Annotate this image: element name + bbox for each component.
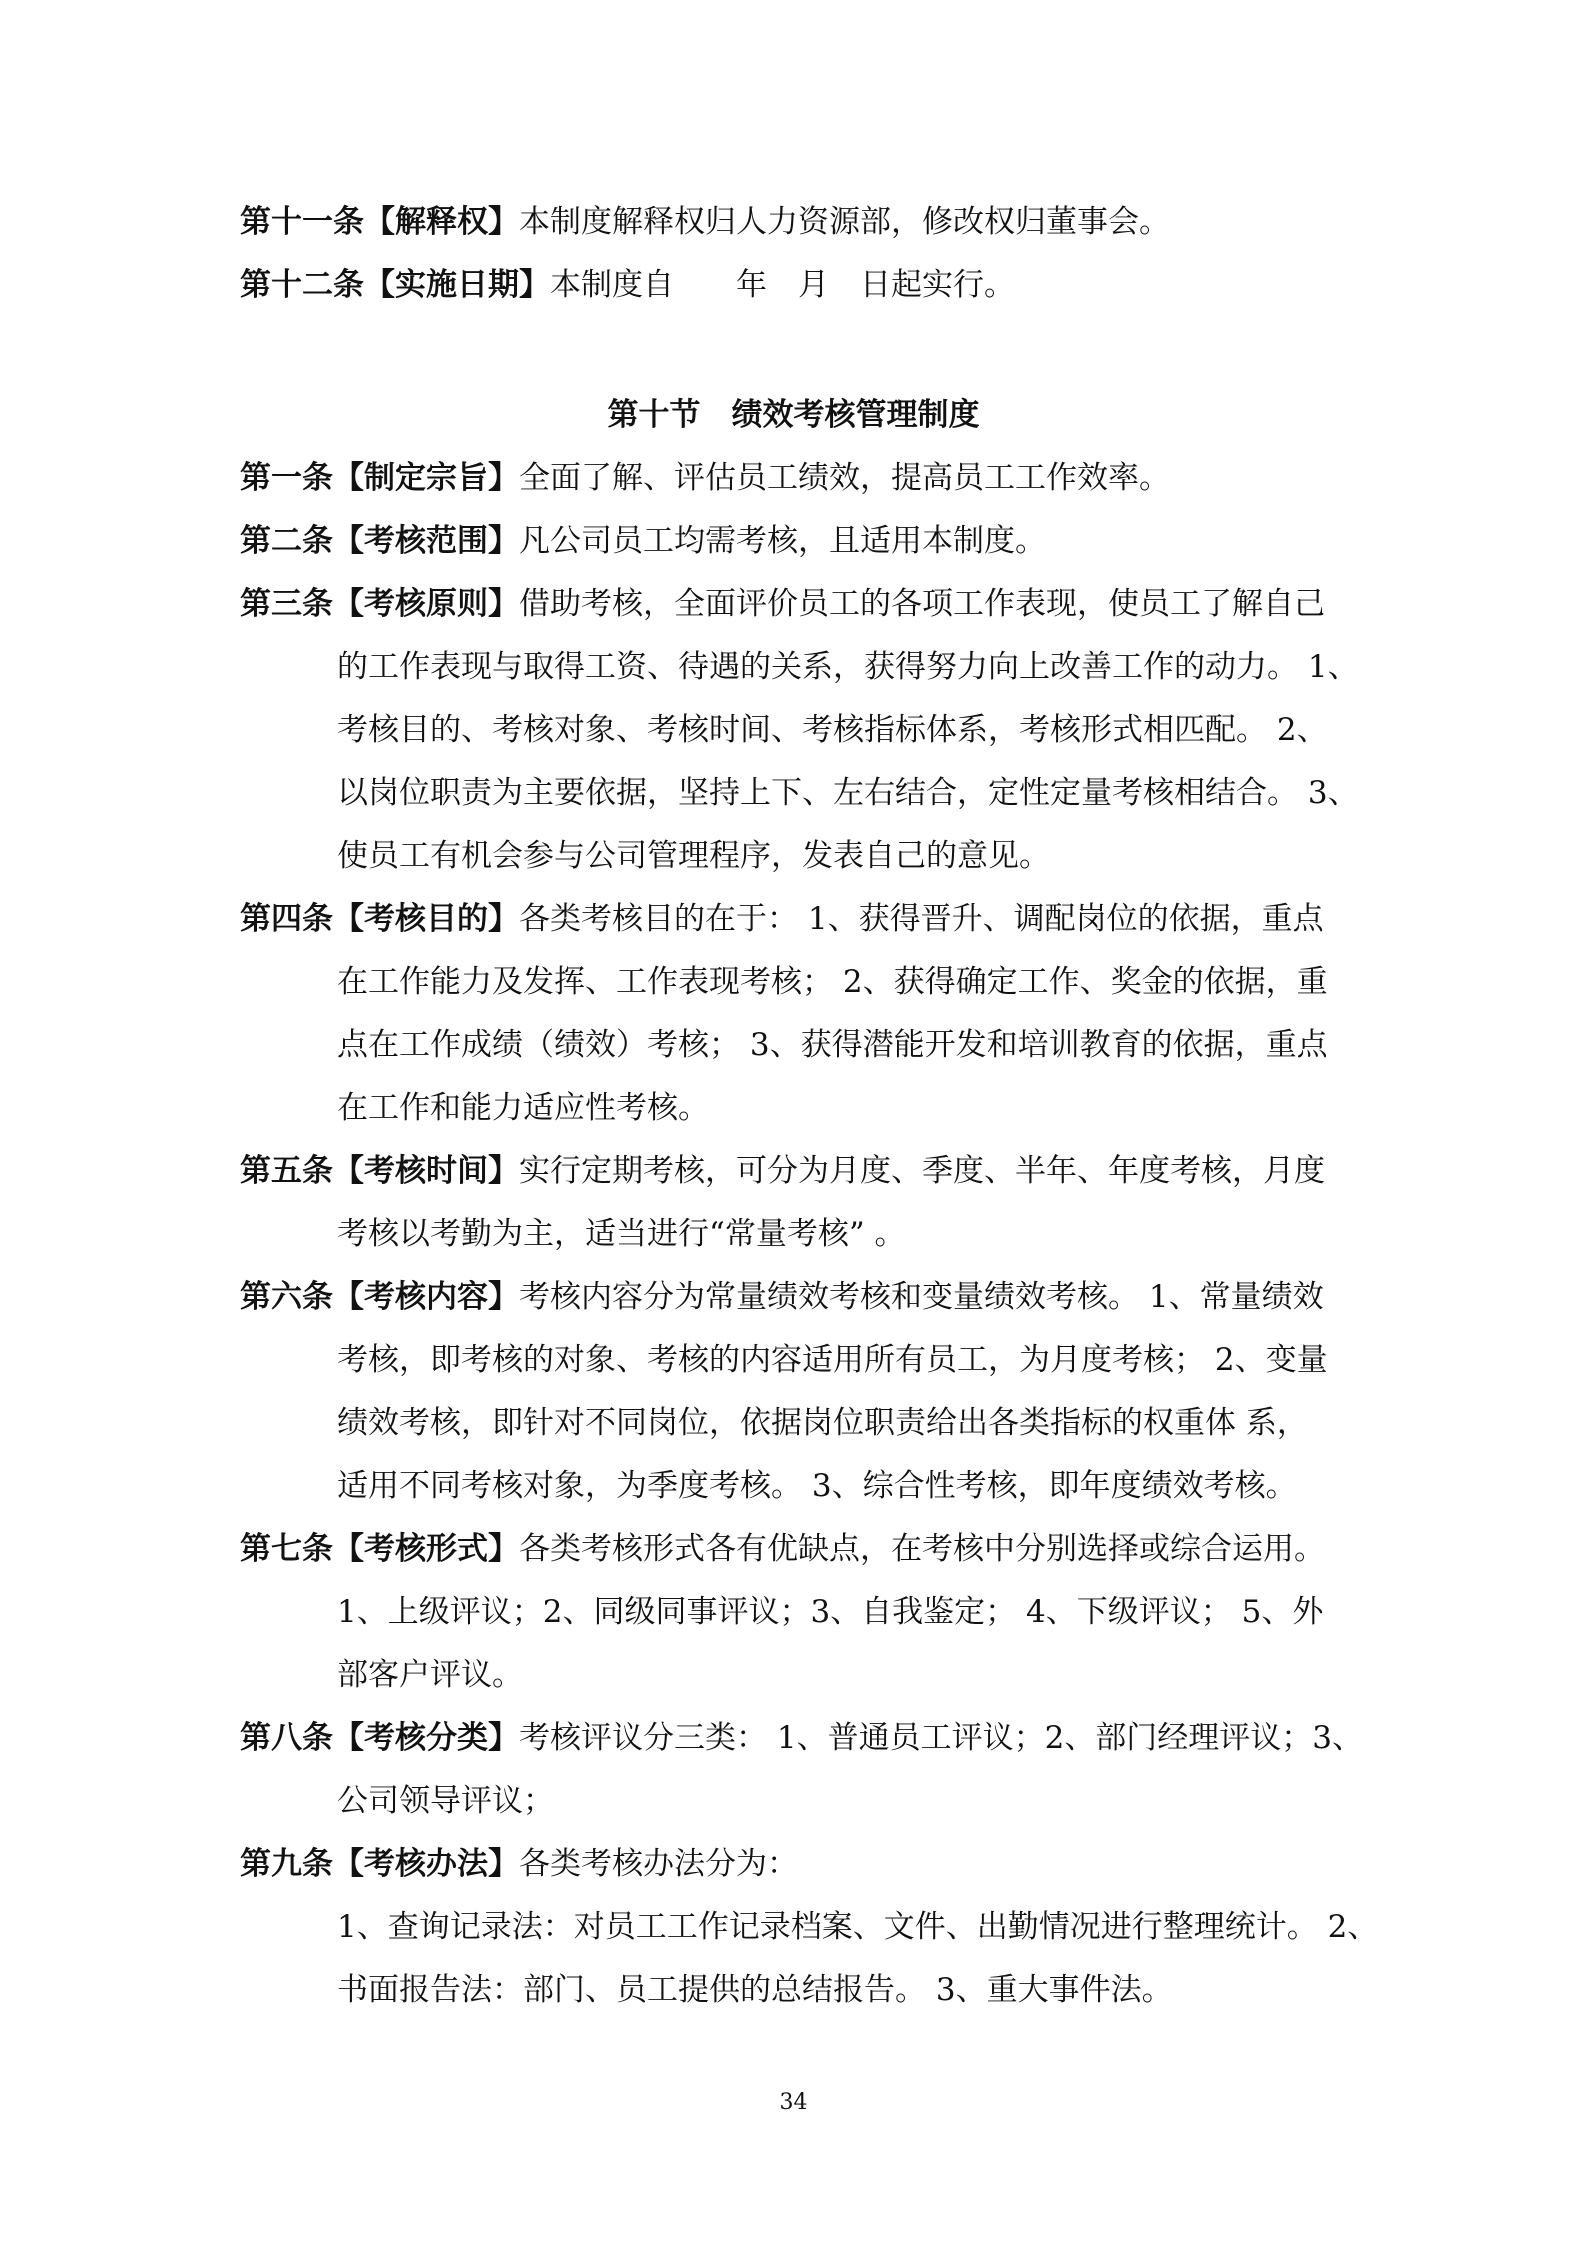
article-text: 考核以考勤为主，适当进行“常量考核” 。 bbox=[337, 1216, 906, 1252]
article-heading: 第二条【考核范围】 bbox=[240, 523, 519, 559]
article-first-line bbox=[240, 191, 1350, 254]
article-first-line bbox=[240, 573, 1350, 636]
article-text: 本制度自 年 月 日起实行。 bbox=[550, 267, 1015, 303]
article-continuation-line bbox=[240, 1203, 1350, 1266]
article-text: 部客户评议。 bbox=[337, 1657, 523, 1693]
article-text: 以岗位职责为主要依据，坚持上下、左右结合，定性定量考核相结合。 3、 bbox=[337, 775, 1359, 811]
article-text: 各类考核办法分为： bbox=[519, 1846, 798, 1882]
article-text: 考核，即考核的对象、考核的内容适用所有员工，为月度考核； 2、变量 bbox=[337, 1342, 1328, 1378]
article-text: 借助考核，全面评价员工的各项工作表现，使员工了解自己 bbox=[519, 586, 1325, 622]
article-continuation-line bbox=[240, 1329, 1350, 1392]
article-first-line bbox=[240, 1518, 1350, 1581]
article-continuation-line bbox=[240, 636, 1359, 699]
article-continuation-line bbox=[240, 1959, 1350, 2022]
article-first-line bbox=[240, 1707, 1364, 1770]
article-text: 凡公司员工均需考核，且适用本制度。 bbox=[519, 523, 1046, 559]
article-continuation-line bbox=[240, 1581, 1350, 1644]
article-continuation-line bbox=[240, 825, 1350, 888]
article-text: 绩效考核，即针对不同岗位，依据岗位职责给出各类指标的权重体 系， bbox=[337, 1405, 1308, 1441]
article-heading: 第五条【考核时间】 bbox=[240, 1153, 519, 1189]
article-text: 使员工有机会参与公司管理程序，发表自己的意见。 bbox=[337, 838, 1050, 874]
article-first-line bbox=[240, 1266, 1350, 1329]
article-heading: 第九条【考核办法】 bbox=[240, 1846, 519, 1882]
article-text: 实行定期考核，可分为月度、季度、半年、年度考核，月度 bbox=[519, 1153, 1325, 1189]
article bbox=[240, 447, 1350, 510]
article-text: 各类考核形式各有优缺点，在考核中分别选择或综合运用。 bbox=[519, 1531, 1325, 1567]
article-text: 考核目的、考核对象、考核时间、考核指标体系，考核形式相匹配。 2、 bbox=[337, 712, 1328, 748]
article-text: 公司领导评议； bbox=[337, 1783, 554, 1819]
page-number: 34 bbox=[779, 2090, 808, 2115]
article-first-line bbox=[240, 447, 1350, 510]
article bbox=[240, 510, 1350, 573]
article-heading: 第十二条【实施日期】 bbox=[240, 267, 550, 303]
article-continuation-line bbox=[240, 951, 1350, 1014]
article bbox=[240, 254, 1350, 317]
article-continuation-line bbox=[240, 762, 1359, 825]
article-first-line bbox=[240, 510, 1350, 573]
article-text: 在工作和能力适应性考核。 bbox=[337, 1090, 709, 1126]
section-title: 第十节 绩效考核管理制度 bbox=[607, 397, 980, 433]
article-text: 1、上级评议；2、同级同事评议；3、自我鉴定； 4、下级评议； 5、外 bbox=[337, 1594, 1324, 1630]
pre-articles bbox=[240, 191, 1350, 317]
article-text: 书面报告法：部门、员工提供的总结报告。 3、重大事件法。 bbox=[337, 1972, 1173, 2008]
article bbox=[240, 1707, 1364, 1833]
article-text: 在工作能力及发挥、工作表现考核； 2、获得确定工作、奖金的依据，重 bbox=[337, 964, 1328, 1000]
article-first-line bbox=[240, 888, 1350, 951]
article-continuation-line bbox=[240, 1455, 1350, 1518]
article-text: 各类考核目的在于： 1、获得晋升、调配岗位的依据，重点 bbox=[519, 901, 1324, 937]
article bbox=[240, 191, 1350, 254]
article-heading: 第六条【考核内容】 bbox=[240, 1279, 519, 1315]
article-continuation-line bbox=[240, 699, 1350, 762]
article-text: 1、查询记录法：对员工工作记录档案、文件、出勤情况进行整理统计。 2、 bbox=[337, 1909, 1379, 1945]
article-continuation-line bbox=[240, 1077, 1350, 1140]
article-text: 考核评议分三类： 1、普通员工评议；2、部门经理评议；3、 bbox=[519, 1720, 1364, 1756]
article-text: 的工作表现与取得工资、待遇的关系，获得努力向上改善工作的动力。 1、 bbox=[337, 649, 1359, 685]
article-continuation-line bbox=[240, 1392, 1350, 1455]
article-first-line bbox=[240, 1833, 1350, 1896]
article-heading: 第七条【考核形式】 bbox=[240, 1531, 519, 1567]
article-heading: 第八条【考核分类】 bbox=[240, 1720, 519, 1756]
article-list bbox=[240, 447, 1379, 2022]
article-text: 本制度解释权归人力资源部，修改权归董事会。 bbox=[519, 204, 1170, 240]
article bbox=[240, 1518, 1350, 1707]
article-heading: 第一条【制定宗旨】 bbox=[240, 460, 519, 496]
article-text: 适用不同考核对象，为季度考核。 3、综合性考核，即年度绩效考核。 bbox=[337, 1468, 1297, 1504]
article-text: 点在工作成绩（绩效）考核； 3、获得潜能开发和培训教育的依据，重点 bbox=[337, 1027, 1328, 1063]
article bbox=[240, 888, 1350, 1140]
article-continuation-line bbox=[240, 1644, 1350, 1707]
article-heading: 第十一条【解释权】 bbox=[240, 204, 519, 240]
article-text: 考核内容分为常量绩效考核和变量绩效考核。 1、常量绩效 bbox=[519, 1279, 1324, 1315]
article-heading: 第三条【考核原则】 bbox=[240, 586, 519, 622]
article bbox=[240, 573, 1359, 888]
article-continuation-line bbox=[240, 1014, 1350, 1077]
article bbox=[240, 1266, 1350, 1518]
article-continuation-line bbox=[240, 1770, 1350, 1833]
article-first-line bbox=[240, 1140, 1350, 1203]
article-continuation-line bbox=[240, 1896, 1379, 1959]
article-first-line bbox=[240, 254, 1350, 317]
article-text: 全面了解、评估员工绩效，提高员工工作效率。 bbox=[519, 460, 1170, 496]
article-heading: 第四条【考核目的】 bbox=[240, 901, 519, 937]
article bbox=[240, 1833, 1379, 2022]
article bbox=[240, 1140, 1350, 1266]
